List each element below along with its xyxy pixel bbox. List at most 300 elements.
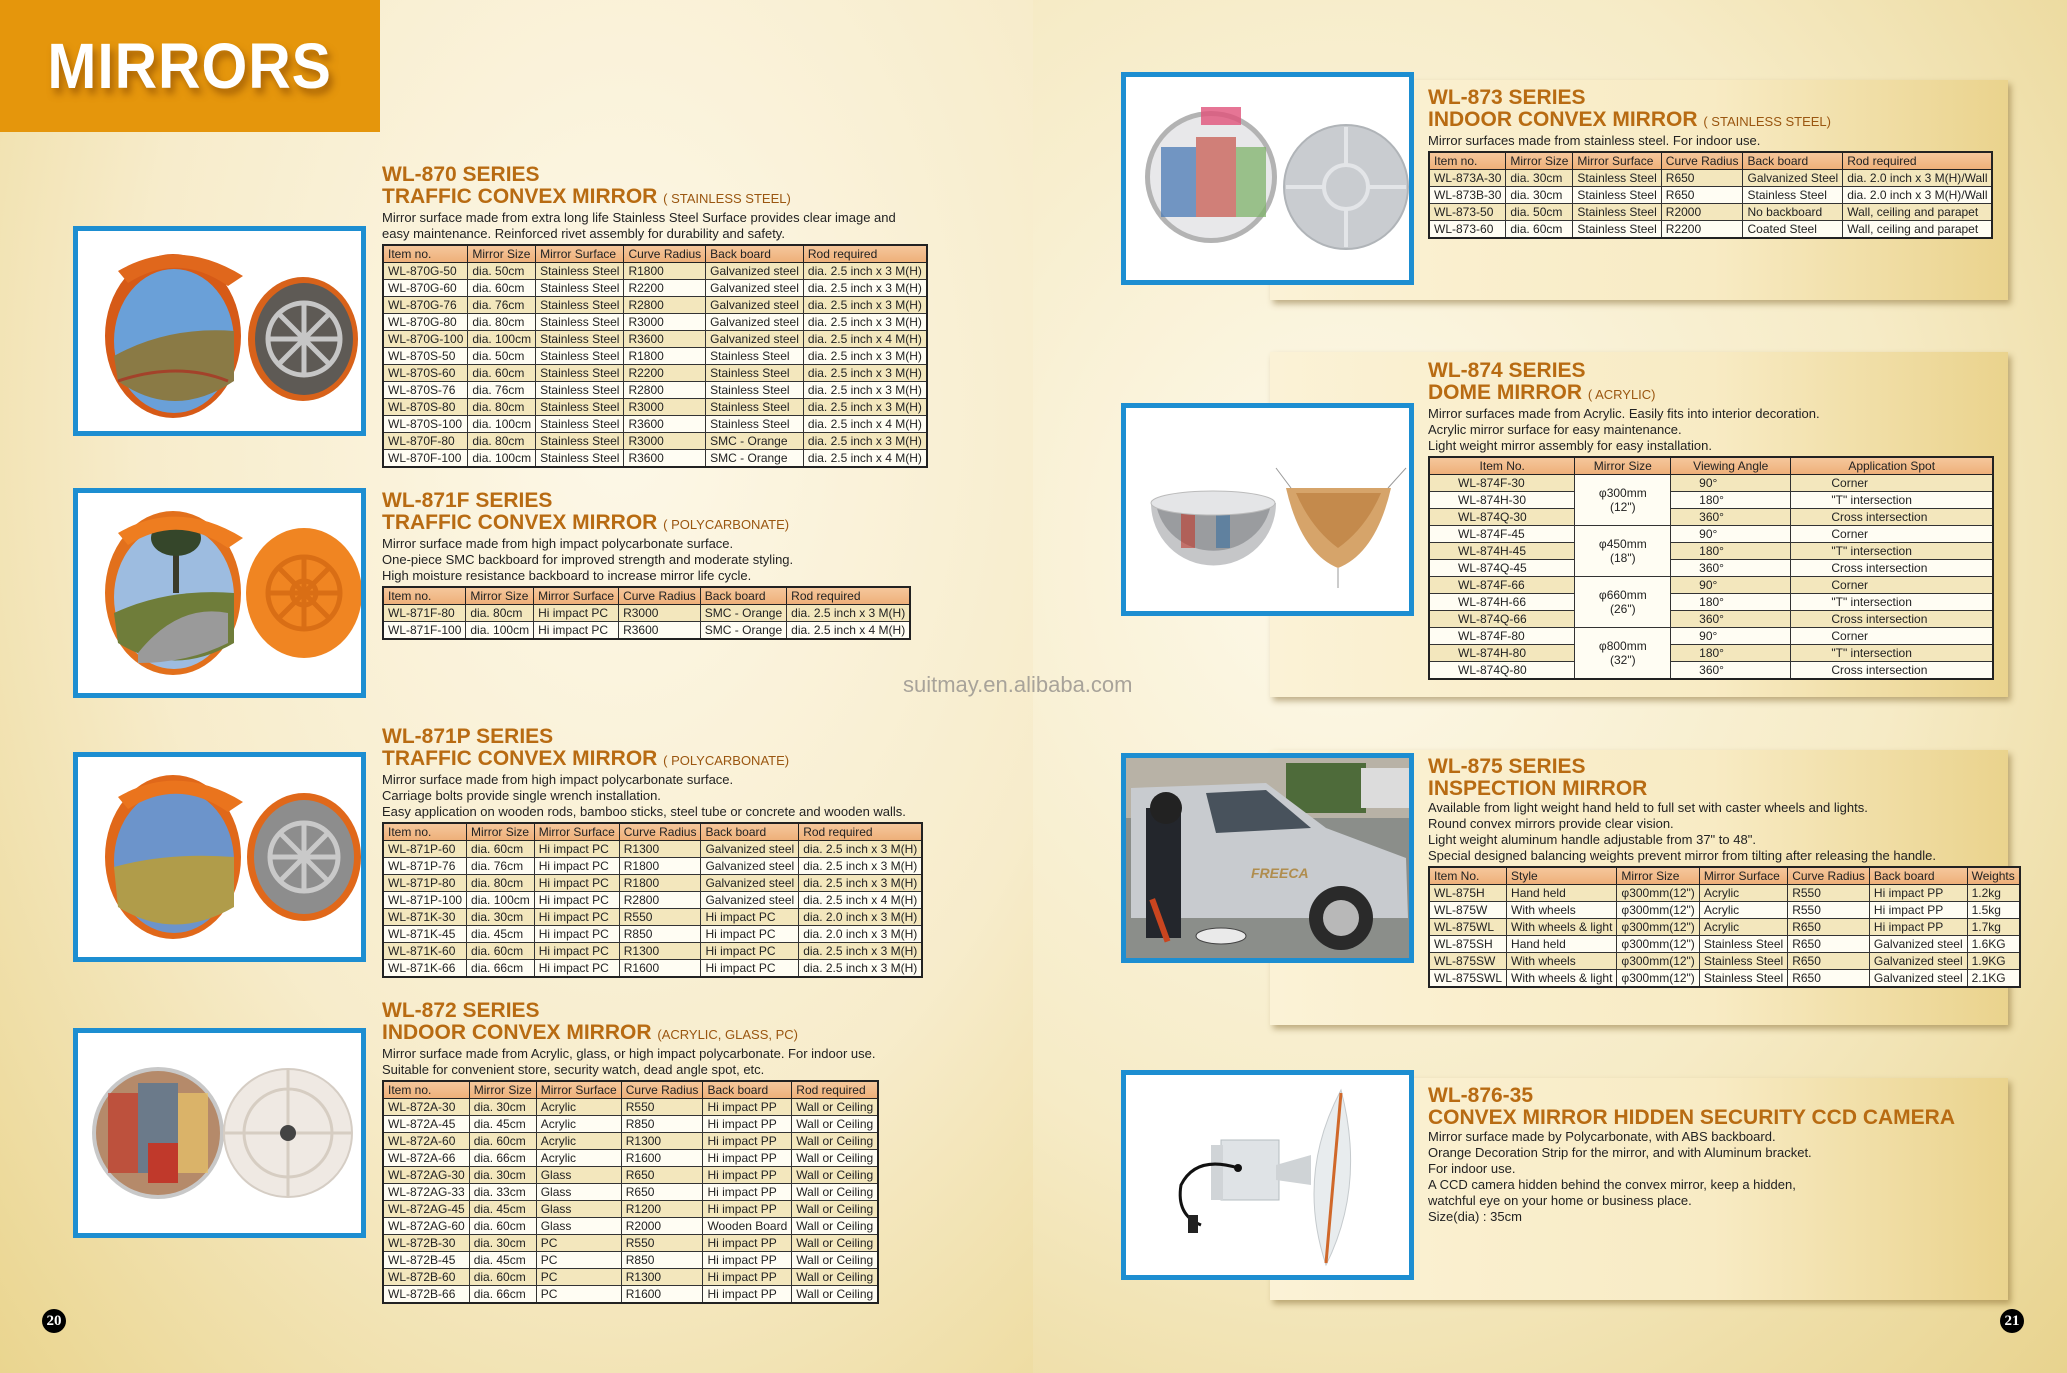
table-cell: WL-873-50: [1429, 204, 1506, 221]
column-header: Item no.: [383, 245, 468, 263]
table-cell: R2200: [1661, 221, 1743, 239]
table-cell: WL-872AG-45: [383, 1201, 469, 1218]
table-cell: WL-871K-66: [383, 960, 467, 978]
table-cell: 1.7kg: [1967, 919, 2020, 936]
table-cell: Hi impact PC: [534, 909, 619, 926]
table-cell: Hi impact PC: [701, 960, 799, 978]
column-header: Curve Radius: [619, 823, 701, 841]
table-cell: 90°: [1671, 475, 1791, 492]
table-row: [383, 365, 927, 382]
table-cell: dia. 2.5 inch x 4 M(H): [803, 450, 927, 468]
table-cell: R1800: [619, 875, 701, 892]
table-row: [1429, 611, 1993, 628]
table-cell: Glass: [536, 1218, 621, 1235]
table-cell: dia. 45cm: [467, 926, 535, 943]
table-cell: WL-871K-60: [383, 943, 467, 960]
table-cell: Hi impact PP: [703, 1269, 792, 1286]
column-header: Curve Radius: [1661, 152, 1743, 170]
column-header: Mirror Size: [469, 1081, 536, 1099]
table-cell: φ300mm(12"): [1617, 885, 1699, 902]
table-cell: WL-875WL: [1429, 919, 1507, 936]
table-cell: Stainless Steel: [536, 365, 624, 382]
table-cell: WL-871K-30: [383, 909, 467, 926]
table-row: [1429, 902, 2020, 919]
column-header: Rod required: [1843, 152, 1993, 170]
table-cell: Stainless Steel: [1699, 970, 1787, 988]
table-row: [383, 1286, 878, 1304]
table-cell: Corner: [1791, 475, 1993, 492]
series-name: WL-875 SERIES: [1428, 755, 1586, 778]
table-cell: Hi impact PC: [701, 943, 799, 960]
series-name: WL-873 SERIES: [1428, 86, 1586, 109]
table-cell: R3000: [624, 399, 706, 416]
table-cell: WL-874Q-66: [1429, 611, 1575, 628]
table-cell: Glass: [536, 1167, 621, 1184]
column-header: Mirror Surface: [1699, 867, 1787, 885]
table-cell: Galvanized steel: [701, 892, 799, 909]
table-cell: Stainless Steel: [536, 314, 624, 331]
table-cell: Galvanized steel: [706, 263, 804, 280]
table-cell: R650: [1661, 170, 1743, 187]
table-cell: 1.9KG: [1967, 953, 2020, 970]
table-cell: R2200: [624, 365, 706, 382]
series-name: WL-871F SERIES: [382, 489, 553, 512]
table-row: [383, 1150, 878, 1167]
table-cell: 180°: [1671, 492, 1791, 509]
table-cell: Stainless Steel: [706, 365, 804, 382]
mirror-size-cell: φ800mm (32"): [1575, 628, 1671, 680]
table-cell: Hand held: [1507, 936, 1617, 953]
column-header: Viewing Angle: [1671, 457, 1791, 475]
table-cell: Stainless Steel: [706, 382, 804, 399]
spec-table-wl870: [382, 244, 928, 468]
table-cell: dia. 50cm: [1506, 204, 1573, 221]
watermark: suitmay.en.alibaba.com: [903, 672, 1133, 697]
table-cell: Stainless Steel: [706, 348, 804, 365]
table-cell: WL-873A-30: [1429, 170, 1506, 187]
photo-wl874: [1121, 403, 1414, 616]
table-cell: R850: [621, 1116, 703, 1133]
table-row: [1429, 919, 2020, 936]
column-header: Item No.: [1429, 867, 1507, 885]
table-cell: dia. 2.0 inch x 3 M(H): [799, 909, 923, 926]
table-cell: WL-872AG-33: [383, 1184, 469, 1201]
column-header: Rod required: [803, 245, 927, 263]
spec-table-wl871p: [382, 822, 923, 978]
table-cell: dia. 80cm: [466, 605, 534, 622]
table-cell: WL-874H-30: [1429, 492, 1575, 509]
table-cell: R550: [1788, 902, 1870, 919]
table-cell: With wheels: [1507, 902, 1617, 919]
table-cell: WL-872AG-60: [383, 1218, 469, 1235]
table-cell: 180°: [1671, 543, 1791, 560]
table-cell: dia. 66cm: [467, 960, 535, 978]
column-header: Item no.: [383, 1081, 469, 1099]
table-cell: dia. 2.5 inch x 4 M(H): [787, 622, 911, 640]
table-cell: Wall or Ceiling: [792, 1167, 878, 1184]
table-cell: WL-871P-100: [383, 892, 467, 909]
table-cell: 360°: [1671, 560, 1791, 577]
table-cell: dia. 30cm: [1506, 170, 1573, 187]
column-header: Curve Radius: [624, 245, 706, 263]
table-row: [1429, 628, 1993, 645]
table-cell: Hi impact PC: [534, 960, 619, 978]
table-cell: PC: [536, 1235, 621, 1252]
column-header: Item No.: [1429, 457, 1575, 475]
table-cell: R2200: [624, 280, 706, 297]
table-header-row: [383, 587, 910, 605]
table-cell: Stainless Steel: [536, 297, 624, 314]
column-header: Back board: [1869, 867, 1967, 885]
column-header: Rod required: [787, 587, 911, 605]
section-wl870: [382, 164, 928, 468]
table-row: [383, 263, 927, 280]
table-cell: Stainless Steel: [536, 382, 624, 399]
spec-table-wl874: [1428, 456, 1994, 680]
table-cell: dia. 2.5 inch x 3 M(H): [803, 433, 927, 450]
table-cell: φ300mm(12"): [1617, 902, 1699, 919]
table-cell: φ300mm(12"): [1617, 970, 1699, 988]
table-cell: dia. 2.5 inch x 3 M(H): [799, 960, 923, 978]
table-row: [383, 960, 922, 978]
table-cell: Hand held: [1507, 885, 1617, 902]
spec-table-wl872: [382, 1080, 879, 1304]
table-row: [1429, 662, 1993, 680]
photo-wl875: [1121, 753, 1414, 963]
table-row: [1429, 509, 1993, 526]
table-cell: 90°: [1671, 577, 1791, 594]
table-cell: φ300mm(12"): [1617, 919, 1699, 936]
spec-table-wl871f: [382, 586, 911, 640]
table-cell: Hi impact PC: [701, 926, 799, 943]
table-cell: WL-870G-50: [383, 263, 468, 280]
table-cell: 90°: [1671, 526, 1791, 543]
table-cell: R2800: [624, 382, 706, 399]
column-header: Mirror Size: [1575, 457, 1671, 475]
table-cell: Stainless Steel: [536, 331, 624, 348]
photo-wl871p: [73, 752, 366, 962]
spec-table-wl873: [1428, 151, 1993, 239]
column-header: Item no.: [383, 823, 467, 841]
table-cell: Acrylic: [1699, 902, 1787, 919]
series-title: TRAFFIC CONVEX MIRROR ( POLYCARBONATE): [382, 747, 790, 770]
table-cell: WL-870S-50: [383, 348, 468, 365]
table-cell: Wall, ceiling and parapet: [1843, 221, 1993, 239]
table-cell: dia. 2.5 inch x 3 M(H): [799, 858, 923, 875]
column-header: Curve Radius: [621, 1081, 703, 1099]
table-cell: WL-871F-80: [383, 605, 466, 622]
table-cell: "T" intersection: [1791, 594, 1993, 611]
table-cell: R1800: [619, 858, 701, 875]
table-cell: PC: [536, 1286, 621, 1304]
table-cell: dia. 2.0 inch x 3 M(H): [799, 926, 923, 943]
table-row: [383, 943, 922, 960]
table-row: [383, 622, 910, 640]
table-cell: Wall or Ceiling: [792, 1150, 878, 1167]
table-cell: SMC - Orange: [700, 605, 786, 622]
table-header-row: [383, 245, 927, 263]
table-cell: φ300mm(12"): [1617, 936, 1699, 953]
table-cell: WL-874Q-45: [1429, 560, 1575, 577]
table-cell: R650: [1661, 187, 1743, 204]
table-row: [383, 1235, 878, 1252]
table-cell: Stainless Steel: [536, 280, 624, 297]
table-cell: WL-872A-66: [383, 1150, 469, 1167]
table-cell: 2.1KG: [1967, 970, 2020, 988]
table-cell: dia. 2.0 inch x 3 M(H)/Wall: [1843, 170, 1993, 187]
table-cell: Hi impact PP: [703, 1235, 792, 1252]
table-cell: PC: [536, 1269, 621, 1286]
table-cell: Wall or Ceiling: [792, 1099, 878, 1116]
table-cell: Hi impact PC: [534, 858, 619, 875]
table-cell: 360°: [1671, 662, 1791, 680]
table-cell: dia. 100cm: [468, 331, 536, 348]
series-description: Mirror surfaces made from stainless steel. For indoor use.: [1428, 133, 1761, 148]
table-header-row: [1429, 152, 1992, 170]
series-name: WL-876-35: [1428, 1084, 1534, 1107]
column-header: Mirror Size: [1506, 152, 1573, 170]
table-cell: Hi impact PC: [534, 841, 619, 858]
table-cell: 1.2kg: [1967, 885, 2020, 902]
column-header: Mirror Surface: [536, 1081, 621, 1099]
table-cell: R550: [621, 1235, 703, 1252]
page-number-right: 21: [2000, 1309, 2024, 1333]
series-description: Mirror surfaces made from Acrylic. Easily fits into interior decoration. Acrylic mirror surface for easy maintenance. Light weight mirror assembly for easy installation.: [1428, 406, 1820, 453]
column-header: Mirror Surface: [534, 587, 619, 605]
table-cell: Acrylic: [1699, 885, 1787, 902]
column-header: Back board: [701, 823, 799, 841]
series-description: Available from light weight hand held to full set with caster wheels and lights. Round convex mirrors provide clear vision. Light weight aluminum handle adjustable from 37" to 48". Special designed balancing weights prevent mirror from tilting after releasing the handle.: [1428, 800, 1937, 863]
table-cell: Stainless Steel: [536, 416, 624, 433]
table-cell: R3600: [619, 622, 701, 640]
table-cell: Galvanized steel: [701, 875, 799, 892]
table-cell: "T" intersection: [1791, 543, 1993, 560]
table-cell: dia. 2.5 inch x 3 M(H): [803, 348, 927, 365]
table-cell: dia. 2.5 inch x 3 M(H): [803, 365, 927, 382]
table-cell: R1600: [621, 1286, 703, 1304]
series-description: Mirror surface made from high impact polycarbonate surface. Carriage bolts provide single wrench installation. Easy application on wooden rods, bamboo sticks, steel tube or concrete and wooden walls.: [382, 772, 906, 819]
table-cell: dia. 80cm: [467, 875, 535, 892]
table-row: [383, 382, 927, 399]
table-cell: WL-872A-30: [383, 1099, 469, 1116]
table-cell: dia. 30cm: [469, 1235, 536, 1252]
table-row: [383, 605, 910, 622]
table-cell: dia. 45cm: [469, 1252, 536, 1269]
column-header: Application Spot: [1791, 457, 1993, 475]
table-cell: dia. 60cm: [469, 1269, 536, 1286]
table-cell: Hi impact PC: [534, 875, 619, 892]
table-cell: WL-870S-60: [383, 365, 468, 382]
table-row: [383, 399, 927, 416]
page-title: MIRRORS: [47, 30, 333, 102]
table-cell: Coated Steel: [1743, 221, 1843, 239]
table-cell: Stainless Steel: [536, 433, 624, 450]
table-cell: Stainless Steel: [536, 348, 624, 365]
table-cell: Cross intersection: [1791, 560, 1993, 577]
table-cell: R3000: [619, 605, 701, 622]
table-cell: dia. 2.5 inch x 3 M(H): [803, 297, 927, 314]
table-cell: dia. 50cm: [468, 263, 536, 280]
table-cell: Corner: [1791, 577, 1993, 594]
table-row: [383, 875, 922, 892]
table-cell: Stainless Steel: [536, 450, 624, 468]
table-cell: WL-874H-45: [1429, 543, 1575, 560]
column-header: Weights: [1967, 867, 2020, 885]
table-cell: R3600: [624, 416, 706, 433]
table-cell: Stainless Steel: [1699, 953, 1787, 970]
table-cell: dia. 50cm: [468, 348, 536, 365]
table-cell: Stainless Steel: [1743, 187, 1843, 204]
series-name: WL-871P SERIES: [382, 725, 554, 748]
table-cell: Stainless Steel: [1573, 170, 1661, 187]
table-header-row: [383, 823, 922, 841]
table-cell: Glass: [536, 1201, 621, 1218]
table-cell: R550: [619, 909, 701, 926]
series-title: DOME MIRROR ( ACRYLIC): [1428, 381, 1656, 404]
table-cell: WL-874Q-30: [1429, 509, 1575, 526]
table-cell: R1300: [619, 841, 701, 858]
table-cell: Hi impact PC: [534, 622, 619, 640]
table-cell: Corner: [1791, 628, 1993, 645]
column-header: Mirror Surface: [1573, 152, 1661, 170]
table-row: [383, 450, 927, 468]
table-cell: 180°: [1671, 594, 1791, 611]
table-cell: Stainless Steel: [1573, 187, 1661, 204]
series-description: Mirror surface made from extra long life Stainless Steel Surface provides clear image and easy maintenance. Reinforced rivet assembly for durability and safety.: [382, 210, 896, 241]
table-cell: WL-872A-45: [383, 1116, 469, 1133]
column-header: Item no.: [1429, 152, 1506, 170]
table-cell: Galvanized steel: [701, 841, 799, 858]
table-cell: dia. 76cm: [467, 858, 535, 875]
column-header: Mirror Surface: [534, 823, 619, 841]
table-cell: Acrylic: [536, 1133, 621, 1150]
table-cell: dia. 30cm: [469, 1099, 536, 1116]
table-cell: WL-873B-30: [1429, 187, 1506, 204]
table-row: [1429, 492, 1993, 509]
table-cell: WL-874H-80: [1429, 645, 1575, 662]
table-row: [383, 1252, 878, 1269]
table-row: [383, 331, 927, 348]
table-cell: WL-870G-80: [383, 314, 468, 331]
table-cell: Wall or Ceiling: [792, 1252, 878, 1269]
table-cell: R1300: [621, 1133, 703, 1150]
table-cell: dia. 100cm: [467, 892, 535, 909]
table-cell: R650: [1788, 936, 1870, 953]
table-cell: Acrylic: [536, 1150, 621, 1167]
column-header: Rod required: [792, 1081, 878, 1099]
table-cell: WL-874Q-80: [1429, 662, 1575, 680]
table-cell: dia. 2.5 inch x 3 M(H): [799, 841, 923, 858]
table-cell: 360°: [1671, 611, 1791, 628]
photo-wl870: [73, 226, 366, 436]
table-cell: Stainless Steel: [1699, 936, 1787, 953]
table-cell: Wall or Ceiling: [792, 1133, 878, 1150]
table-cell: dia. 60cm: [468, 365, 536, 382]
table-cell: dia. 2.5 inch x 3 M(H): [803, 314, 927, 331]
table-cell: Corner: [1791, 526, 1993, 543]
table-row: [383, 1116, 878, 1133]
table-cell: dia. 30cm: [1506, 187, 1573, 204]
table-cell: Stainless Steel: [1573, 204, 1661, 221]
table-row: [383, 1269, 878, 1286]
table-row: [1429, 475, 1993, 492]
table-cell: Hi impact PP: [1869, 919, 1967, 936]
table-row: [383, 858, 922, 875]
table-row: [1429, 594, 1993, 611]
photo-wl873: [1121, 72, 1414, 285]
table-cell: Hi impact PP: [703, 1201, 792, 1218]
table-row: [383, 1133, 878, 1150]
series-title: TRAFFIC CONVEX MIRROR ( POLYCARBONATE): [382, 511, 790, 534]
table-row: [383, 841, 922, 858]
section-wl875: [1428, 756, 2021, 988]
table-cell: Hi impact PC: [701, 909, 799, 926]
photo-wl876: [1121, 1070, 1414, 1280]
table-cell: R650: [621, 1184, 703, 1201]
photo-wl871f: [73, 488, 366, 698]
column-header: Curve Radius: [619, 587, 701, 605]
table-cell: 90°: [1671, 628, 1791, 645]
table-cell: dia. 2.5 inch x 3 M(H): [803, 280, 927, 297]
column-header: Mirror Size: [467, 823, 535, 841]
table-cell: Galvanized steel: [706, 331, 804, 348]
table-cell: WL-875SH: [1429, 936, 1507, 953]
table-cell: Hi impact PC: [534, 943, 619, 960]
series-title: TRAFFIC CONVEX MIRROR ( STAINLESS STEEL): [382, 185, 791, 208]
series-description: Mirror surface made from high impact polycarbonate surface. One-piece SMC backboard for improved strength and moderate styling. High moisture resistance backboard to increase mirror life cycle.: [382, 536, 794, 583]
table-cell: dia. 2.5 inch x 4 M(H): [803, 331, 927, 348]
table-cell: WL-872AG-30: [383, 1167, 469, 1184]
table-cell: R1800: [624, 348, 706, 365]
table-cell: Glass: [536, 1184, 621, 1201]
table-cell: Wooden Board: [703, 1218, 792, 1235]
table-cell: WL-871P-60: [383, 841, 467, 858]
table-cell: Stainless Steel: [706, 416, 804, 433]
table-cell: Acrylic: [1699, 919, 1787, 936]
table-cell: dia. 60cm: [467, 943, 535, 960]
table-cell: WL-870F-100: [383, 450, 468, 468]
table-cell: dia. 100cm: [468, 450, 536, 468]
table-cell: WL-874F-45: [1429, 526, 1575, 543]
table-cell: Hi impact PC: [534, 605, 619, 622]
mirror-size-cell: φ300mm (12"): [1575, 475, 1671, 526]
table-row: [1429, 885, 2020, 902]
table-cell: 1.6KG: [1967, 936, 2020, 953]
table-cell: Hi impact PP: [703, 1133, 792, 1150]
table-row: [1429, 170, 1992, 187]
table-cell: WL-872A-60: [383, 1133, 469, 1150]
table-cell: dia. 80cm: [468, 433, 536, 450]
table-row: [383, 892, 922, 909]
table-cell: Hi impact PP: [1869, 902, 1967, 919]
series-title: INDOOR CONVEX MIRROR ( STAINLESS STEEL): [1428, 108, 1831, 131]
table-cell: Galvanized Steel: [1743, 170, 1843, 187]
section-wl871f: [382, 490, 911, 640]
table-cell: Wall or Ceiling: [792, 1218, 878, 1235]
table-cell: Hi impact PP: [703, 1167, 792, 1184]
table-cell: dia. 2.5 inch x 4 M(H): [799, 892, 923, 909]
table-cell: WL-875H: [1429, 885, 1507, 902]
table-row: [1429, 645, 1993, 662]
table-cell: WL-870G-76: [383, 297, 468, 314]
table-cell: With wheels: [1507, 953, 1617, 970]
table-cell: dia. 45cm: [469, 1116, 536, 1133]
table-cell: R650: [621, 1167, 703, 1184]
table-cell: dia. 76cm: [468, 297, 536, 314]
table-row: [1429, 953, 2020, 970]
table-cell: R2800: [624, 297, 706, 314]
table-cell: R850: [619, 926, 701, 943]
